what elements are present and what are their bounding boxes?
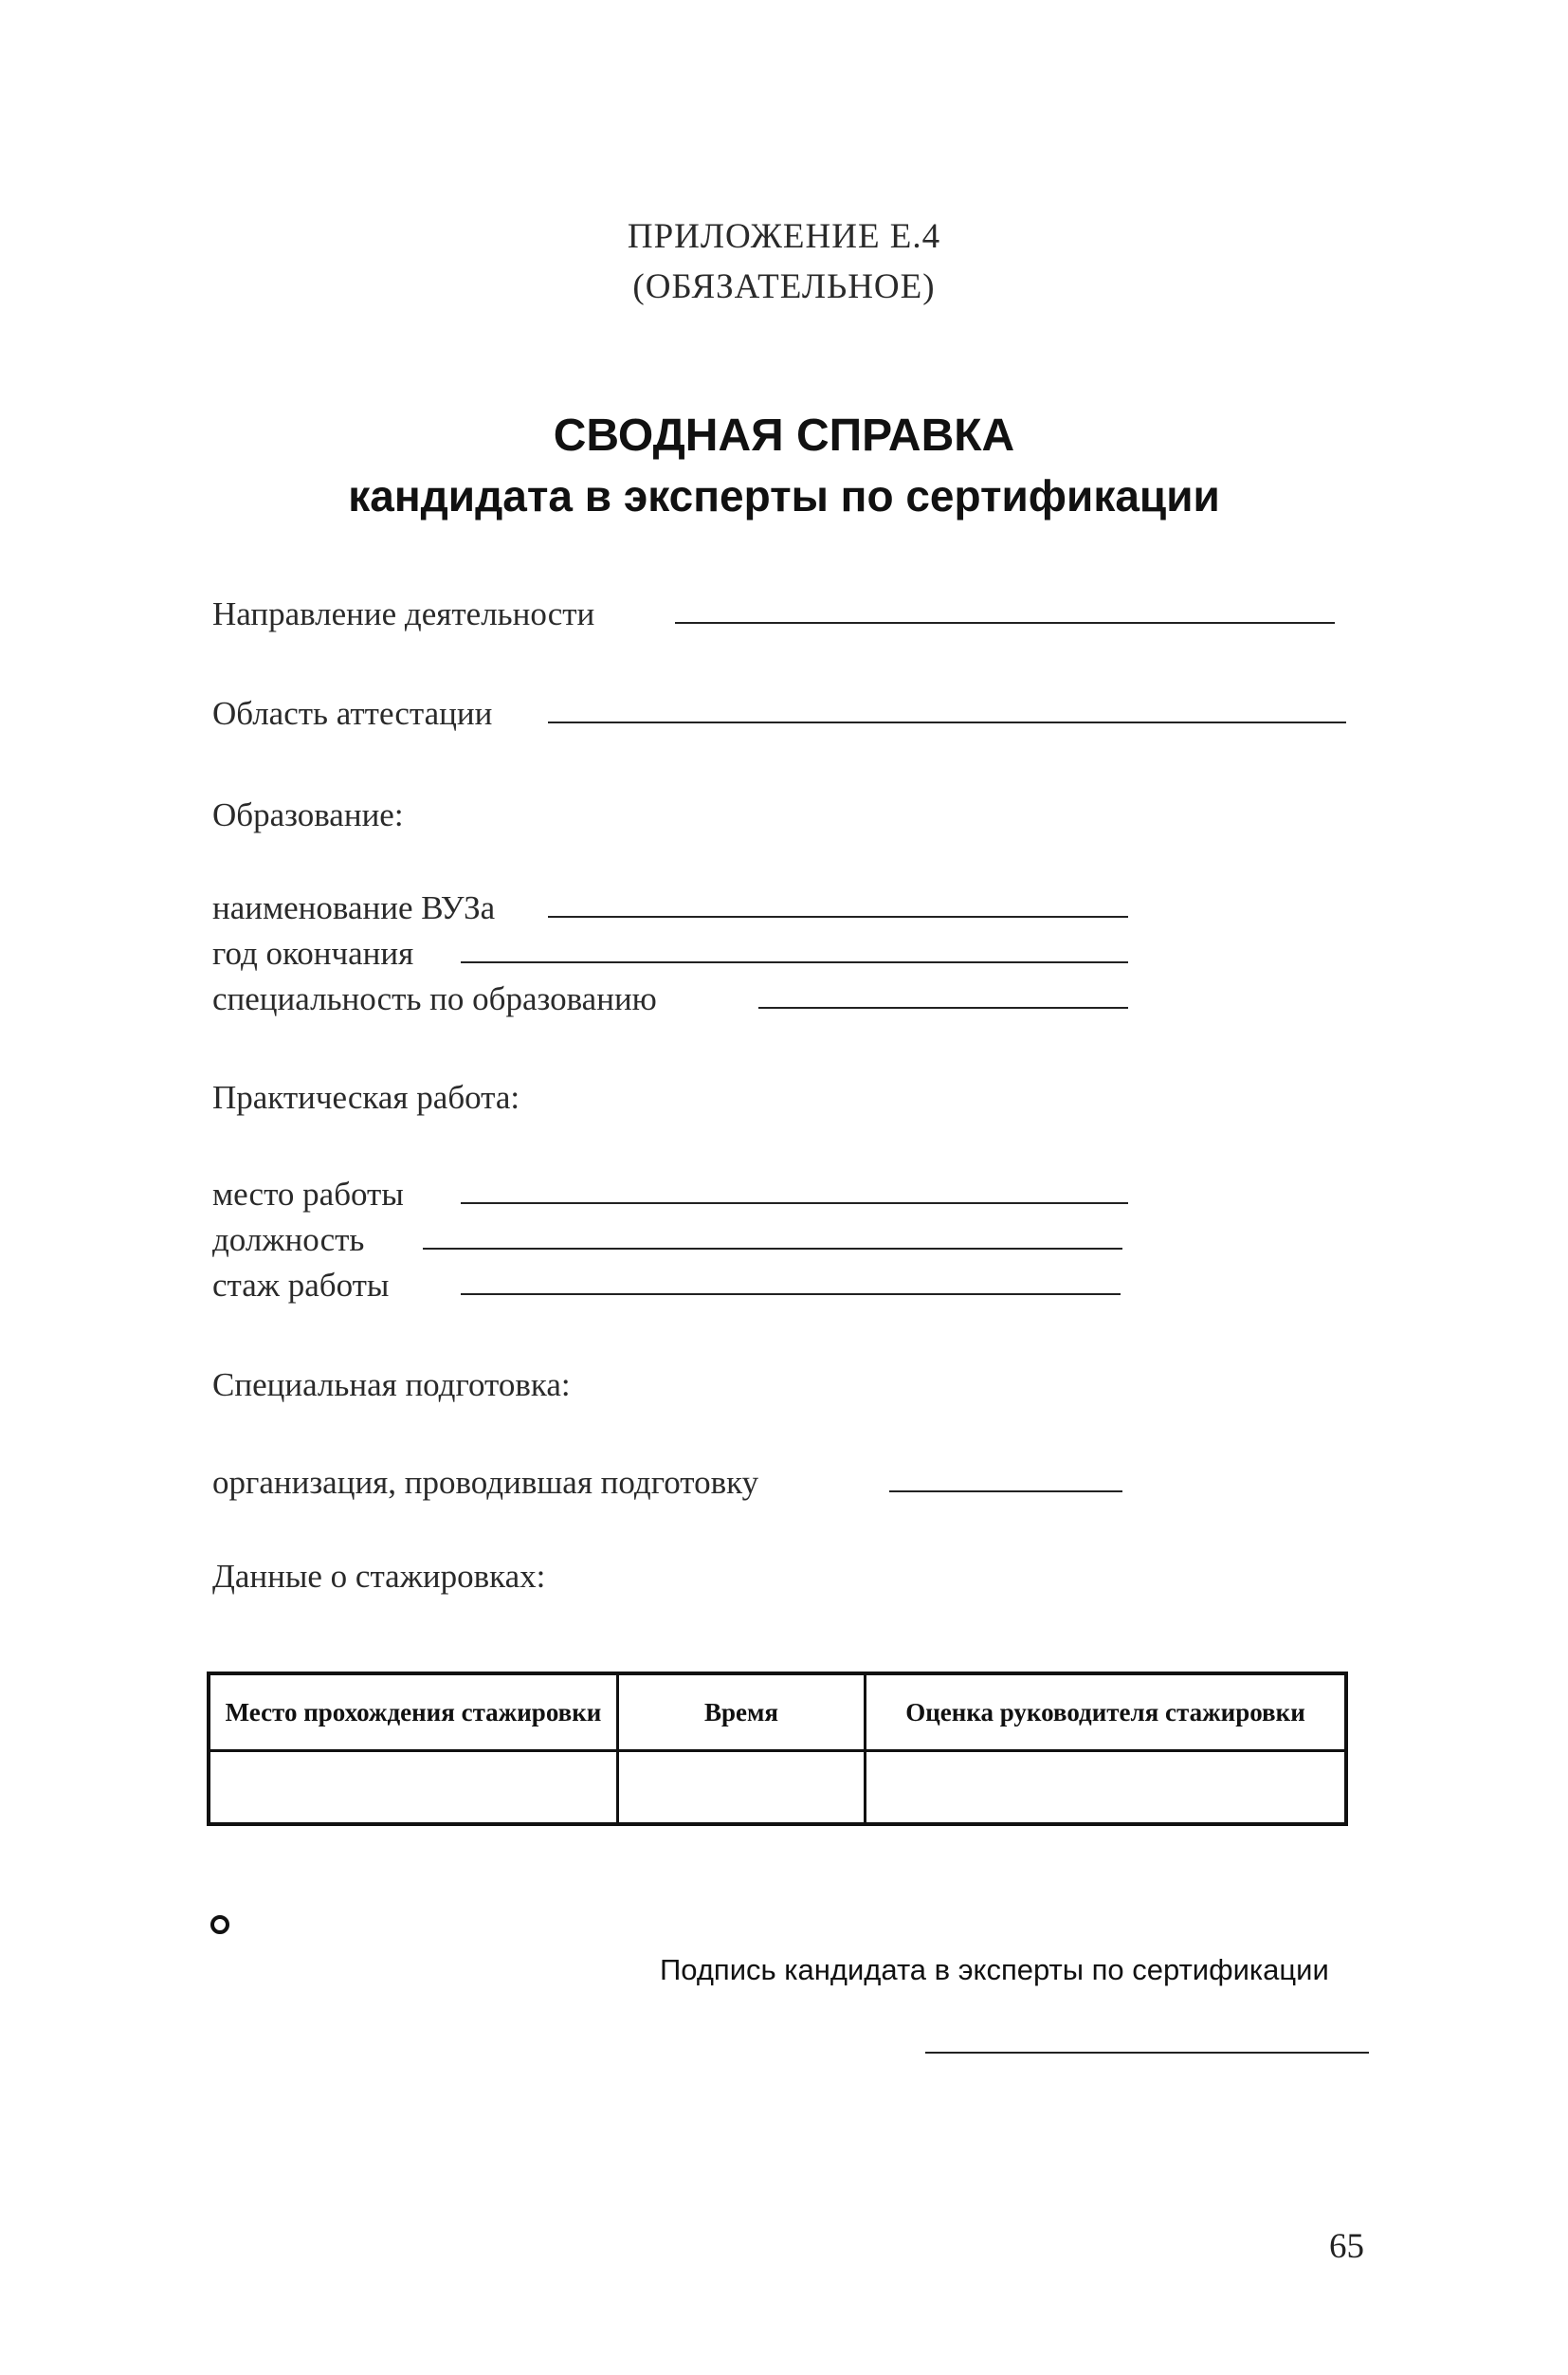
column-header-time: Время: [618, 1673, 866, 1751]
table-cell-place[interactable]: [209, 1751, 618, 1825]
table-cell-time[interactable]: [618, 1751, 866, 1825]
document-subtitle: кандидата в эксперты по сертификации: [348, 471, 1220, 521]
internships-heading: Данные о стажировках:: [212, 1558, 546, 1595]
training-organization-input-line[interactable]: [889, 1490, 1122, 1492]
workplace-input-line[interactable]: [461, 1202, 1128, 1204]
page-number: 65: [1329, 2227, 1364, 2266]
training-heading: Специальная подготовка:: [212, 1366, 571, 1403]
column-header-place: Место прохождения стажировки: [209, 1673, 618, 1751]
signature-line[interactable]: [925, 2052, 1369, 2054]
attestation-area-label: Область аттестации: [212, 695, 493, 732]
university-label: наименование ВУЗа: [212, 889, 496, 926]
experience-label: стаж работы: [212, 1267, 390, 1304]
experience-input-line[interactable]: [461, 1293, 1121, 1295]
table-header-row: [209, 1673, 1346, 1751]
table-row: [209, 1751, 1346, 1825]
graduation-year-label: год окончания: [212, 935, 414, 972]
appendix-status: (ОБЯЗАТЕЛЬНОЕ): [632, 267, 936, 306]
position-input-line[interactable]: [423, 1248, 1122, 1250]
column-header-rating: Оценка руководителя стажировки: [866, 1673, 1347, 1751]
education-heading: Образование:: [212, 796, 404, 833]
university-input-line[interactable]: [548, 916, 1128, 918]
specialty-label: специальность по образованию: [212, 980, 657, 1017]
graduation-year-input-line[interactable]: [461, 961, 1128, 963]
appendix-number: ПРИЛОЖЕНИЕ Е.4: [627, 217, 941, 256]
table-cell-rating[interactable]: [866, 1751, 1347, 1825]
attestation-area-input-line[interactable]: [548, 722, 1346, 723]
signature-label: Подпись кандидата в эксперты по сертификации: [660, 1953, 1329, 1986]
practice-heading: Практическая работа:: [212, 1079, 520, 1116]
training-organization-label: организация, проводившая подготовку: [212, 1464, 759, 1501]
internships-table: [207, 1672, 1348, 1826]
document-title: СВОДНАЯ СПРАВКА: [553, 411, 1015, 461]
direction-input-line[interactable]: [675, 622, 1335, 624]
workplace-label: место работы: [212, 1176, 404, 1213]
specialty-input-line[interactable]: [758, 1007, 1128, 1009]
direction-label: Направление деятельности: [212, 595, 595, 632]
scan-mark: [210, 1915, 229, 1934]
position-label: должность: [212, 1221, 365, 1258]
